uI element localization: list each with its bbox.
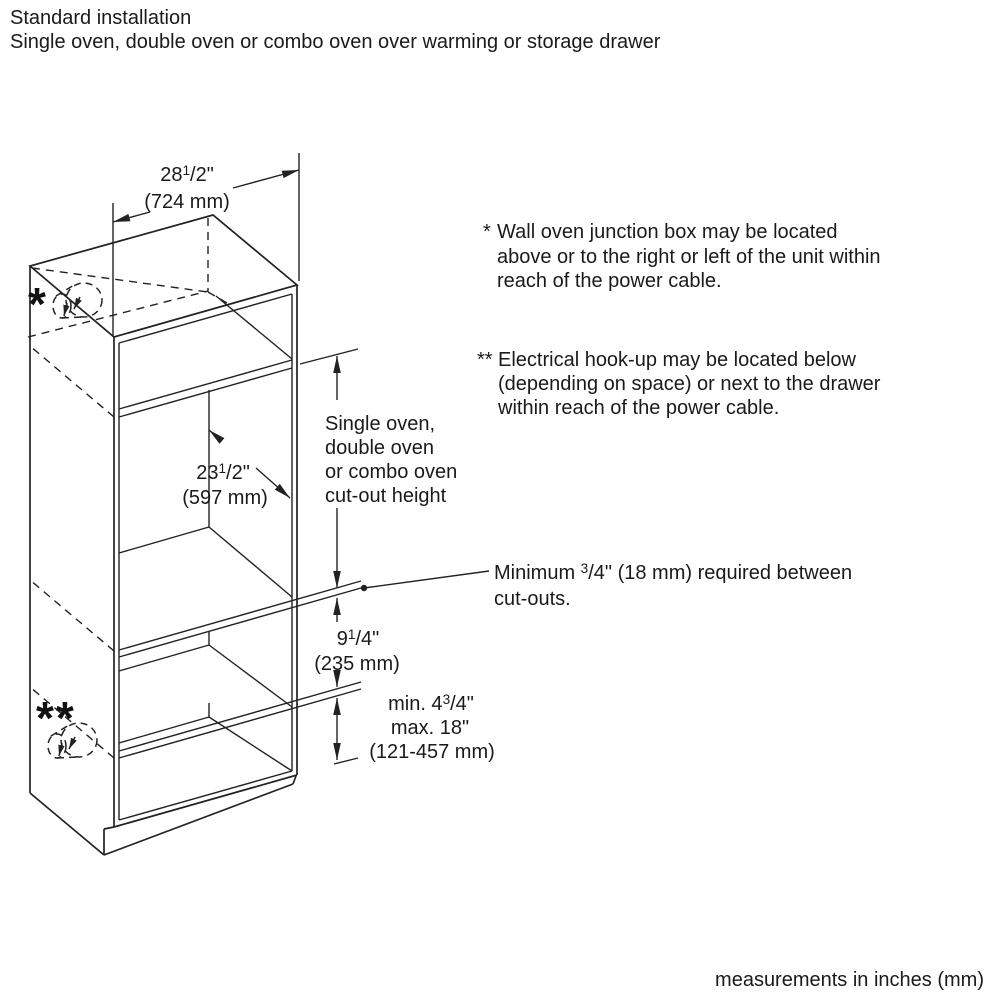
junction-note-line3: reach of the power cable. (497, 270, 722, 292)
junction-box-symbol (53, 283, 102, 318)
oven-cutout-dimension-mm: (597 mm) (182, 487, 268, 509)
bottom-min-dimension: min. $4^3/4$" (388, 692, 474, 715)
junction-note-marker: * (483, 221, 491, 243)
bottom-dimension-mm: (121-457 mm) (369, 741, 495, 763)
gap-note-line2: cut-outs. (494, 588, 571, 610)
units-note: measurements in inches (mm) (715, 969, 984, 991)
width-dimension-mm: (724 mm) (144, 191, 230, 213)
bottom-max-dimension: max. 18" (390, 717, 470, 739)
width-dimension: $28^1/2$" (160, 163, 214, 186)
gap-note-line1: Minimum $^3$/4" (18 mm) required between (494, 561, 853, 584)
hookup-note-line3: within reach of the power cable. (498, 397, 780, 419)
oven-cutout-dimension: $23^1/2$" (196, 461, 250, 484)
junction-note-line2: above or to the right or left of the unit within (497, 246, 881, 268)
page-title: Standard installation (10, 7, 192, 29)
front-face-frame (119, 294, 361, 820)
cutout-height-label-line2: double oven (325, 437, 434, 459)
junction-box-marker: * (28, 278, 46, 330)
page-subtitle: Single oven, double oven or combo oven over warming or storage drawer (10, 31, 661, 53)
drawer-cutout-dimension: $9^1/4$" (336, 627, 380, 650)
hookup-marker: ** (36, 692, 76, 744)
hookup-note-line1: Electrical hook-up may be located below (498, 349, 856, 371)
cutout-height-label-line1: Single oven, (325, 413, 436, 435)
hookup-note-marker: ** (477, 349, 493, 371)
drawer-cutout-dimension-mm: (235 mm) (314, 653, 400, 675)
cutout-height-label-line3: or combo oven (325, 461, 458, 483)
junction-note-line1: Wall oven junction box may be located (497, 221, 838, 243)
hookup-note-line2: (depending on space) or next to the drawer (498, 373, 881, 395)
cutout-height-label-line4: cut-out height (325, 485, 447, 507)
